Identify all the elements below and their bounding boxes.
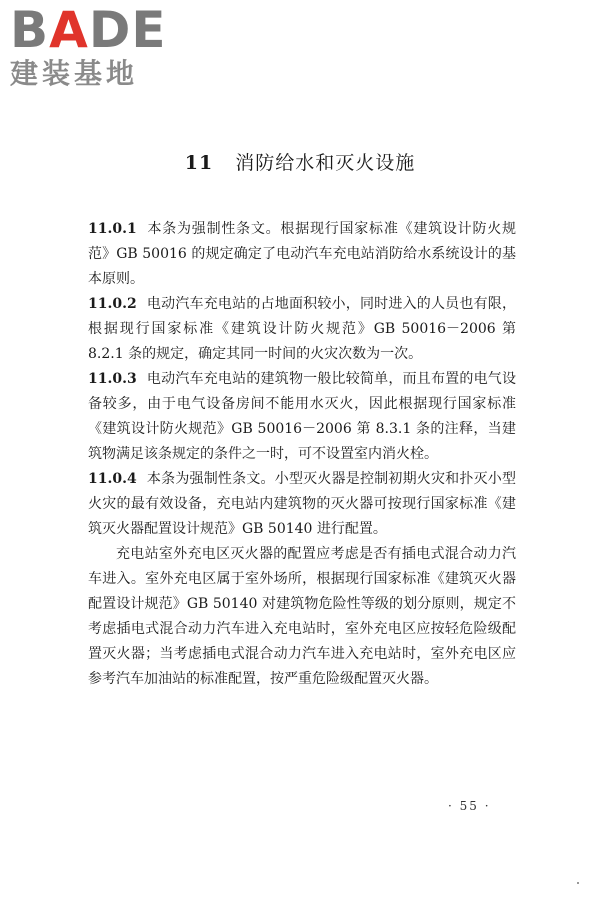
clause-number: 11.0.4 [88, 471, 137, 487]
clause-11-0-2 [88, 292, 516, 367]
clause-text: 本条为强制性条文。根据现行国家标准《建筑设计防火规范》GB 50016 的规定确定了电动汽车充电站消防给水系统设计的基本原则。 [88, 221, 516, 287]
clause-number: 11.0.2 [88, 296, 137, 312]
chapter-heading: 消防给水和灭火设施 [235, 152, 416, 174]
clause-11-0-4 [88, 467, 516, 542]
clause-11-0-1 [88, 217, 516, 292]
clause-number: 11.0.1 [88, 221, 137, 237]
clause-text: 电动汽车充电站的占地面积较小，同时进入的人员也有限，根据现行国家标准《建筑设计防火规范》GB 50016－2006 第 8.2.1 条的规定，确定其同一时间的火灾次数为一次。 [88, 296, 516, 362]
scan-speck [577, 882, 579, 884]
clause-text: 本条为强制性条文。小型灭火器是控制初期火灾和扑灭小型火灾的最有效设备，充电站内建筑物的灭火器可按现行国家标准《建筑灭火器配置设计规范》GB 50140 进行配置。 [88, 471, 516, 537]
logo-wordmark [10, 1, 170, 59]
clause-11-0-3 [88, 367, 516, 467]
logo-subtitle: 建装基地 [10, 57, 139, 90]
logo-letters-de: DE [88, 1, 167, 59]
logo-letters-b: B [10, 1, 50, 59]
clause-text: 电动汽车充电站的建筑物一般比较简单，而且布置的电气设备较多，由于电气设备房间不能用水灭火，因此根据现行国家标准《建筑设计防火规范》GB 50016－2006 第 8.3.1 条的注释，当建筑物满足该条规定的条件之一时，可不设置室内消火栓。 [88, 371, 516, 462]
page-body [88, 217, 516, 692]
clause-11-0-4-continuation: 充电站室外充电区灭火器的配置应考虑是否有插电式混合动力汽车进入。室外充电区属于室外场所，根据现行国家标准《建筑灭火器配置设计规范》GB 50140 对建筑物危险性等级的划分原则，规定不考虑插电式混合动力汽车进入充电站时，室外充电区应按轻危险级配置灭火器；当考虑插电式混合动力汽车进入充电站时，室外充电区应参考汽车加油站的标准配置，按严重危险级配置灭火器。 [88, 546, 516, 687]
page-number: · 55 · [448, 799, 491, 813]
bade-logo [10, 1, 170, 90]
chapter-title [0, 148, 600, 175]
logo-letter-a-accent: A [49, 1, 89, 59]
chapter-number: 11 [184, 152, 214, 174]
clause-number: 11.0.3 [88, 371, 137, 387]
